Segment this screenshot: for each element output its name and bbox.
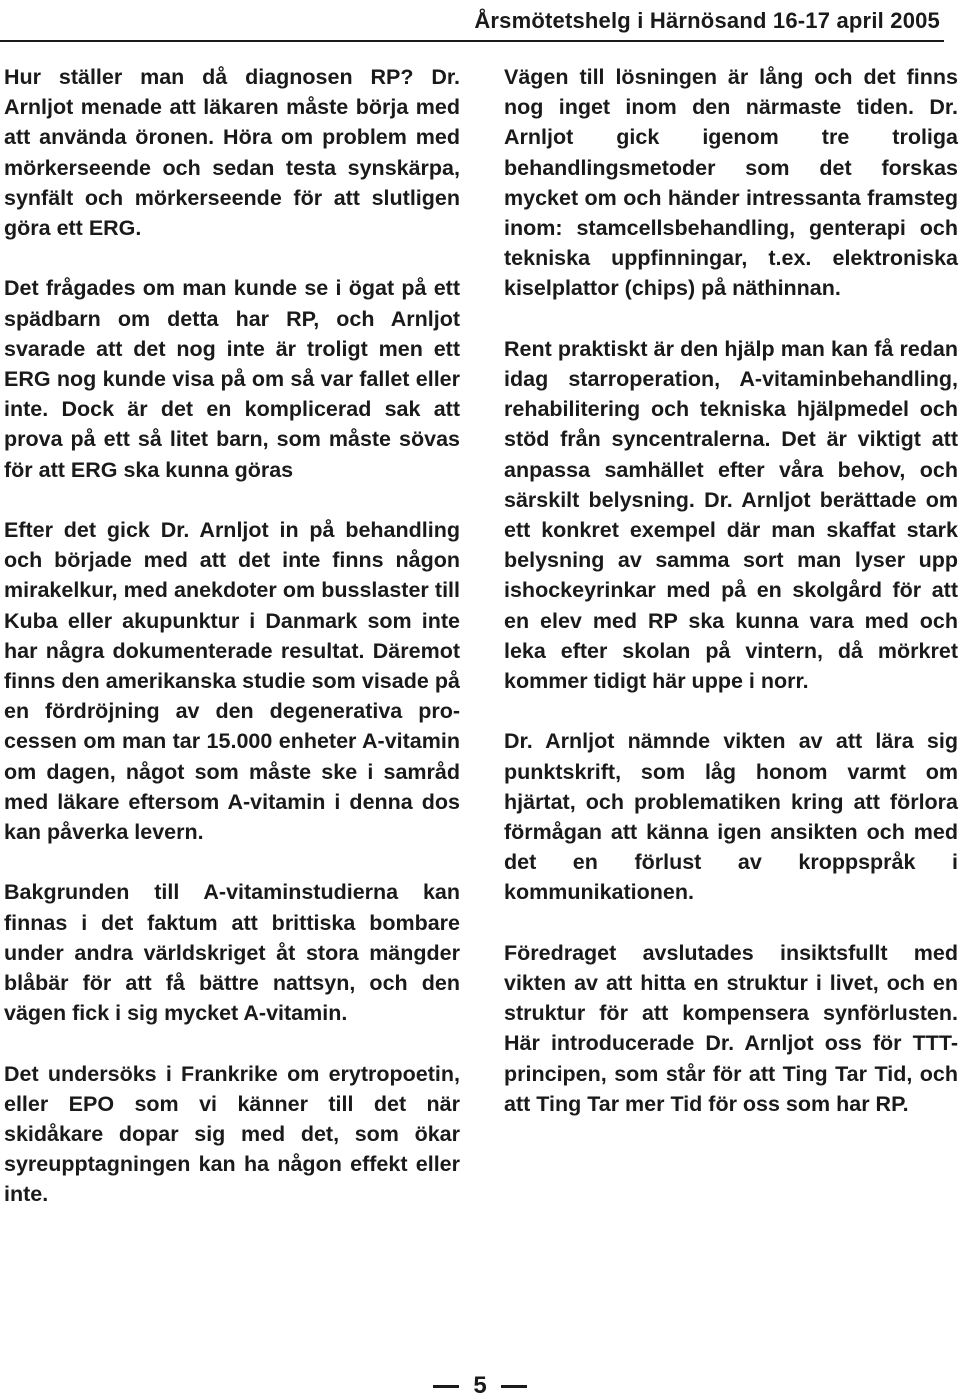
page-footer — [0, 1372, 960, 1400]
right-column — [504, 62, 958, 1119]
paragraph-treatment: Efter det gick Dr. Arnljot in på behandling och började med att det inte finns någon mirakelkur, med anekdoter om busslaster till Kuba eller akupunktur i Danmark som inte har några dokumenterade resultat. Däremot finns den amerikanska studie som visade på en fördröjning av den degenerativa processen om man tar 15.000 enheter A-vitamin om dagen, något som måste ske i samråd med läkare eftersom A-vitamin i denna dos kan påverka levern. — [4, 518, 460, 845]
paragraph-practical-help: Rent praktiskt är den hjälp man kan få redan idag starroperation, A-vitaminbehandling, rehabilitering och tekniska hjälpmedel och stöd från syncentralerna. Det är viktigt att anpassa samhället efter våra behov, och särskilt belysning. Dr. Arnljot berättade om ett konkret exempel där man skaffat stark belysning av samma sort man lyser upp ishockeyrinkar med på en skolgård för att en elev med RP ska kunna vara med och leka efter skolan på vintern, då mörkret kommer tidigt här uppe i norr. — [504, 336, 958, 694]
footer-dash-right — [501, 1385, 527, 1388]
page-header — [0, 4, 944, 42]
paragraph-infant-question: Det frågades om man kunde se i ögat på ett spädbarn om detta har RP, och Arnljot svarade att det nog inte är troligt men ett ERG nog kunde visa på om så var fallet eller inte. Dock är det en komplicerad sak att prova på ett så litet barn, som måste sövas för att ERG ska kunna göras — [4, 276, 460, 482]
footer-dash-left — [433, 1385, 459, 1388]
paragraph-braille: Dr. Arnljot nämnde vikten av att lära sig punktskrift, som låg honom varmt om hjärtat, och problematiken kring att förlora förmågan att känna igen ansikten och med det en förlust av kroppspråk i kommunikationen. — [504, 729, 958, 905]
paragraph-epo-study: Det undersöks i Frankrike om erytropoetin, eller EPO som vi känner till det när skidåkare dopar sig med det, som ökar syreupptagningen kan ha någon effekt eller inte. — [4, 1061, 460, 1207]
paragraph-vitamin-background: Bakgrunden till A-vitaminstudierna kan finnas i det faktum att brittiska bombare under andra världskriget åt stora mängder blåbär för att få bättre nattsyn, och den vägen fick i sig mycket A-vitamin. — [4, 880, 460, 1026]
left-column — [4, 62, 460, 1210]
paragraph-future-treatments: Vägen till lösningen är lång och det finns nog inget inom den närmaste tiden. Dr. Arnljot gick igenom tre troliga behandlingsmetoder som det forskas mycket om och händer intressanta framsteg inom: stamcellsbehandling, genterapi och tekniska uppfinningar, t.ex. elektroniska kiselplattor (chips) på näthinnan. — [504, 65, 958, 301]
header-title: Årsmötetshelg i Härnösand 16-17 april 2005 — [474, 8, 940, 33]
paragraph-diagnosis: Hur ställer man då diagnosen RP? Dr. Arnljot menade att läkaren måste börja med att använda öronen. Höra om problem med mörkerseende och sedan testa synskärpa, synfält och mörkerseende för att slutligen göra ett ERG. — [4, 65, 460, 241]
paragraph-conclusion: Föredraget avslutades insiktsfullt med vikten av att hitta en struktur i livet, och en struktur för att kompensera synförlusten. Här introducerade Dr. Arnljot oss för TTT-principen, som står för att Ting Tar Tid, och att Ting Tar mer Tid för oss som har RP. — [504, 940, 958, 1116]
page-number: 5 — [473, 1372, 487, 1399]
